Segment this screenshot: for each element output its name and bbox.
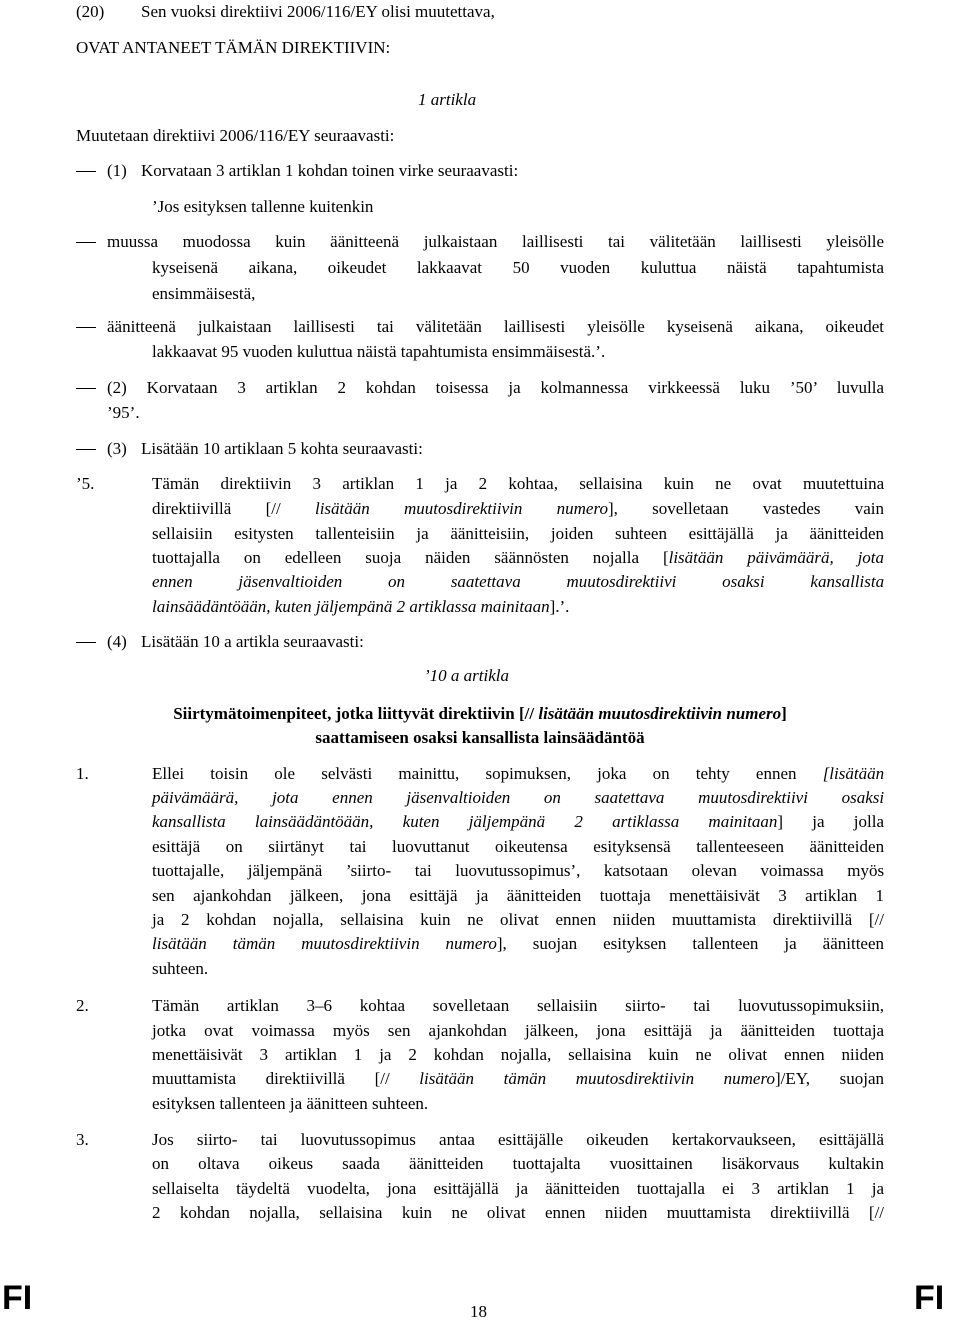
amend-intro: Muutetaan direktiivi 2006/116/EY seuraavasti: [76,126,395,145]
adopted-line: OVAT ANTANEET TÄMÄN DIREKTIIVIN: [76,38,391,57]
para-5-line-4: tuottajalla on edelleen suoja näiden säännösten nojalla [lisätään päivämäärä, jota [152,548,885,567]
p2-number: 2. [76,996,89,1015]
footer-language-left: FI [2,1279,33,1317]
item-1-number: (1) [107,161,127,180]
page-number: 18 [470,1302,487,1321]
footer-language-right: FI [914,1279,945,1317]
p2-line-2: jotka ovat voimassa myös sen ajankohdan jälkeen, jona esittäjä ja äänitteiden tuottaja [152,1021,885,1040]
p1-line-2: päivämäärä, jota ennen jäsenvaltioiden on saatettava muutosdirektiivi osaksi [152,788,885,807]
sub-a-line-2: kyseisenä aikana, oikeudet lakkaavat 50 vuoden kuluttua näistä tapahtumista [152,258,885,277]
para-5-line-2: direktiivillä [// lisätään muutosdirektiivin numero], sovelletaan vastedes vain [152,499,885,518]
sub-b-line-1: äänitteenä julkaistaan laillisesti tai välitetään laillisesti yleisölle kyseisenä aikana, oikeudet [107,317,884,336]
p3-line-4: 2 kohdan nojalla, sellaisina kuin ne olivat ennen niiden muuttamista direktiivillä [// [152,1203,885,1222]
p1-line-9: suhteen. [152,959,209,978]
item-3-text: Lisätään 10 artiklaan 5 kohta seuraavasti: [141,439,423,458]
p3-number: 3. [76,1130,89,1149]
sub-a-line-1: muussa muodossa kuin äänitteenä julkaistaan laillisesti tai välitetään laillisesti yleisölle [107,232,885,251]
p3-line-2: on oltava oikeus saada äänitteiden tuottajalta vuosittainen lisäkorvaus kultakin [152,1154,885,1173]
para-5-number: ’5. [76,474,95,493]
dash-marker [76,327,96,328]
p1-number: 1. [76,764,89,783]
item-4-text: Lisätään 10 a artikla seuraavasti: [141,632,364,651]
p1-line-4: esittäjä on siirtänyt tai luovuttanut oikeutensa esityksensä tallenteeseen äänitteiden [152,837,885,856]
para-5-line-5: ennen jäsenvaltioiden on saatettava muutosdirektiivi osaksi kansallista [152,572,885,591]
article-title-line-1: Siirtymätoimenpiteet, jotka liittyvät direktiivin [// lisätään muutosdirektiivin numero] [173,704,787,723]
dash-marker [76,642,96,643]
recital-text: Sen vuoksi direktiivi 2006/116/EY olisi muutettava, [141,2,495,21]
item-4-number: (4) [107,632,127,651]
item-2-line-2: ’95’. [107,403,140,422]
dash-marker [76,171,96,172]
article-10a-heading: ’10 a artikla [424,666,509,685]
para-5-line-6: lainsäädäntöään, kuten jäljempänä 2 artiklassa mainitaan].’. [152,597,570,616]
p3-line-1: Jos siirto- tai luovutussopimus antaa esittäjälle oikeuden kertakorvaukseen, esittäjällä [152,1130,885,1149]
p1-line-8: lisätään tämän muutosdirektiivin numero], suojan esityksen tallenteen ja äänitteen [152,934,885,953]
dash-marker [76,242,96,243]
article-title-line-2: saattamiseen osaksi kansallista lainsäädäntöä [315,728,645,747]
sub-b-line-2: lakkaavat 95 vuoden kuluttua näistä tapahtumista ensimmäisestä.’. [152,342,606,361]
p1-line-7: ja 2 kohdan nojalla, sellaisina kuin ne olivat ennen niiden muuttamista direktiivillä [// [152,910,884,929]
p2-line-1: Tämän artiklan 3–6 kohtaa sovelletaan sellaisiin siirto- tai luovutussopimuksiin, [152,996,885,1015]
p2-line-5: esityksen tallenteen ja äänitteen suhteen. [152,1094,429,1113]
quote-start: ’Jos esityksen tallenne kuitenkin [152,197,374,216]
p1-line-6: sen ajankohdan jälkeen, jona esittäjä ja äänitteiden tuottaja menettäisivät 3 artiklan 1 [152,886,885,905]
para-5-line-3: sellaisiin esitysten tallenteisiin ja äänitteisiin, joiden suhteen esittäjällä ja äänitteiden [152,524,885,543]
p2-line-4: muuttamista direktiivillä [// lisätään tämän muutosdirektiivin numero]/EY, suojan [152,1069,885,1088]
para-5-line-1: Tämän direktiivin 3 artiklan 1 ja 2 kohtaa, sellaisina kuin ne ovat muutettuina [152,474,885,493]
item-2-line-1: (2) Korvataan 3 artiklan 2 kohdan toisessa ja kolmannessa virkkeessä luku ’50’ luvulla [107,378,885,397]
article-1-heading: 1 artikla [418,90,477,109]
dash-marker [76,449,96,450]
sub-a-line-3: ensimmäisestä, [152,284,256,303]
item-3-number: (3) [107,439,127,458]
p1-line-1: Ellei toisin ole selvästi mainittu, sopimuksen, joka on tehty ennen [lisätään [152,764,885,783]
recital-number: (20) [76,2,105,21]
p1-line-3: kansallista lainsäädäntöään, kuten jäljempänä 2 artiklassa mainitaan] ja jolla [152,812,885,831]
p3-line-3: sellaiselta täydeltä vuodelta, jona esittäjällä ja äänitteiden tuottajalla ei 3 artiklan 1 ja [152,1179,885,1198]
p2-line-3: menettäisivät 3 artiklan 1 ja 2 kohdan nojalla, sellaisina kuin ne olivat ennen niiden [152,1045,885,1064]
p1-line-5: tuottajalle, jäljempänä ’siirto- tai luovutussopimus’, katsotaan olevan voimassa myös [152,861,885,880]
item-1-text: Korvataan 3 artiklan 1 kohdan toinen virke seuraavasti: [141,161,519,180]
dash-marker [76,388,96,389]
